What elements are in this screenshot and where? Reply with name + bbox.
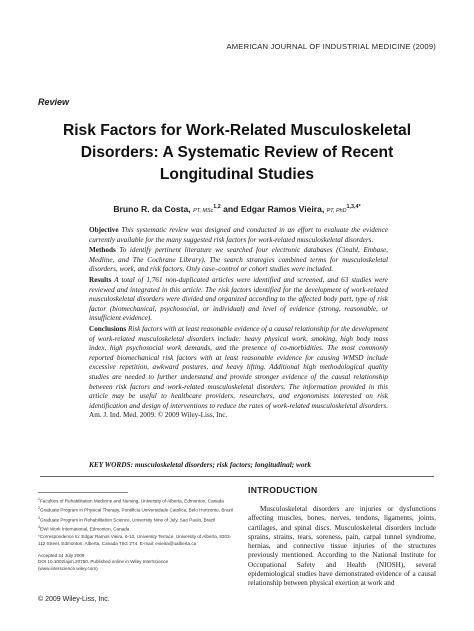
objective-text: This systematic review was designed and conducted in an effort to evaluate the evidence currently available for the many suggested risk factors for work-related musculoskeletal disorders. (89, 226, 388, 244)
methods-text: To identify pertinent literature we searched four electronic databases (Cinahl, Embase, Medline, and The Cochrane Library). The search strategies combined terms for musculoskeletal disorders, work, and risk factors. Only case–control or cohort studies were included. (89, 246, 389, 274)
accepted-date: Accepted 24 July 2009 (38, 552, 85, 558)
footnote-4: $^4$EWI Work International, Edmonton, Canada (38, 525, 130, 532)
copyright-notice: © 2009 Wiley-Liss, Inc. (38, 596, 110, 603)
keywords: KEY WORDS: musculoskeletal disorders; risk factors; longitudinal; work (89, 460, 311, 469)
abstract-divider (40, 476, 434, 477)
abstract (89, 226, 388, 422)
introduction-paragraph: Musculoskeletal disorders are injuries or dysfunctions affecting muscles, bones, nerves, tendons, ligaments, joints, cartilages, and spinal discs. Musculoskeletal disorders include sprains, strains, tears, soreness, pain, carpal tunnel syndrome, hernias, and connective tissue injuries of the structures previously mentioned. According to the National Institute for Occupational Safety and Health (NIOSH), several epidemiological studies have demonstrated evidence of a causal relationship between physical exertion at work and (248, 505, 436, 588)
abstract-citation: Am. J. Ind. Med. 2009. © 2009 Wiley-Liss, Inc. (89, 411, 228, 420)
footnote-3: $^3$Graduate Program in Rehabilitation Science, University Nine of July, Sao Paulo, Brazil (38, 515, 216, 523)
title-line-1: Risk Factors for Work-Related Musculoskeletal (62, 122, 412, 139)
author-1-degree: PT, MSc (193, 208, 214, 214)
abstract-methods (89, 246, 388, 275)
author-line (40, 204, 434, 214)
correspondence-mark: * (358, 204, 361, 211)
introduction-heading: INTRODUCTION (248, 485, 318, 495)
abstract-results (89, 276, 388, 324)
results-text: A total of 1,761 non-duplicated articles were identified and screened, and 63 studies were reviewed and integrated in this article. The risk factors identified for the development of work-related musculoskeletal disorders were divided and organized according to the affected body part, type of risk factor (biomechanical, psychosocial, or individual) and level of evidence (strong, reasonable, or insufficient evidence). (89, 275, 388, 323)
title-line-2: Disorders: A Systematic Review of Recent (80, 144, 394, 161)
author-1-name: Bruno R. da Costa, (113, 204, 191, 214)
footnote-2: $^2$Graduate Program in Physical Therapy, Pontificia Universidade Catolica, Belo Horizonte, Brazil (38, 506, 233, 513)
footnote-1: $^1$Faculties of Rehabilitation Medicine and Nursing, University of Alberta, Edmonton, Canada (38, 497, 224, 504)
author-2-degree: PT, PhD (326, 208, 347, 214)
abstract-objective (89, 226, 388, 245)
conclusions-text: Risk factors with at least reasonable evidence of a causal relationship for the development of work-related musculoskeletal disorders include: heavy physical work, smoking, high body mass index, high psychosocial work demands, and the presence of co-morbidities. The most commonly reported biomechanical risk factors with at least reasonable evidence for causing WMSD include excessive repetition, awkward postures, and heavy lifting. Additional high methodological quality studies are needed to further understand and provide stronger evidence of the causal relationship between risk factors and work-related musculoskeletal disorders. The information provided in this article may be useful to healthcare providers, researchers, and ergonomists interested on risk identification and design of interventions to reduce the rates of work-related musculoskeletal disorders. (89, 324, 389, 410)
author-2-affiliation: 1,3,4 (346, 204, 359, 211)
conclusions-label: Conclusions (89, 324, 127, 333)
article-title (40, 120, 434, 186)
title-line-3: Longitudinal Studies (159, 166, 315, 183)
footnote-correspondence: *Correspondence to: Edgar Ramos Vieira, 6-10, University Terrace, University of Alberta, 8303-112 Street, Edmonton, Alberta, Canada T6G 2T4. E-mail: evieira@ualberta.ca (38, 533, 232, 546)
methods-label: Methods (89, 246, 116, 255)
doi-line: DOI 10.1002/ajim.20750. Published online in Wiley InterScience (38, 559, 169, 565)
author-2-name: Edgar Ramos Vieira, (240, 204, 325, 214)
footnote-divider (38, 492, 128, 493)
results-label: Results (89, 275, 112, 284)
journal-header: AMERICAN JOURNAL OF INDUSTRIAL MEDICINE (2009) (226, 42, 436, 51)
publisher-website: (www.interscience.wiley.com) (38, 566, 98, 572)
abstract-conclusions (89, 325, 388, 421)
section-label: Review (38, 97, 70, 107)
objective-label: Objective (89, 226, 119, 234)
footnotes (38, 496, 236, 573)
author-1-affiliation: 1,2 (213, 204, 221, 211)
author-conjunction: and (223, 204, 239, 214)
